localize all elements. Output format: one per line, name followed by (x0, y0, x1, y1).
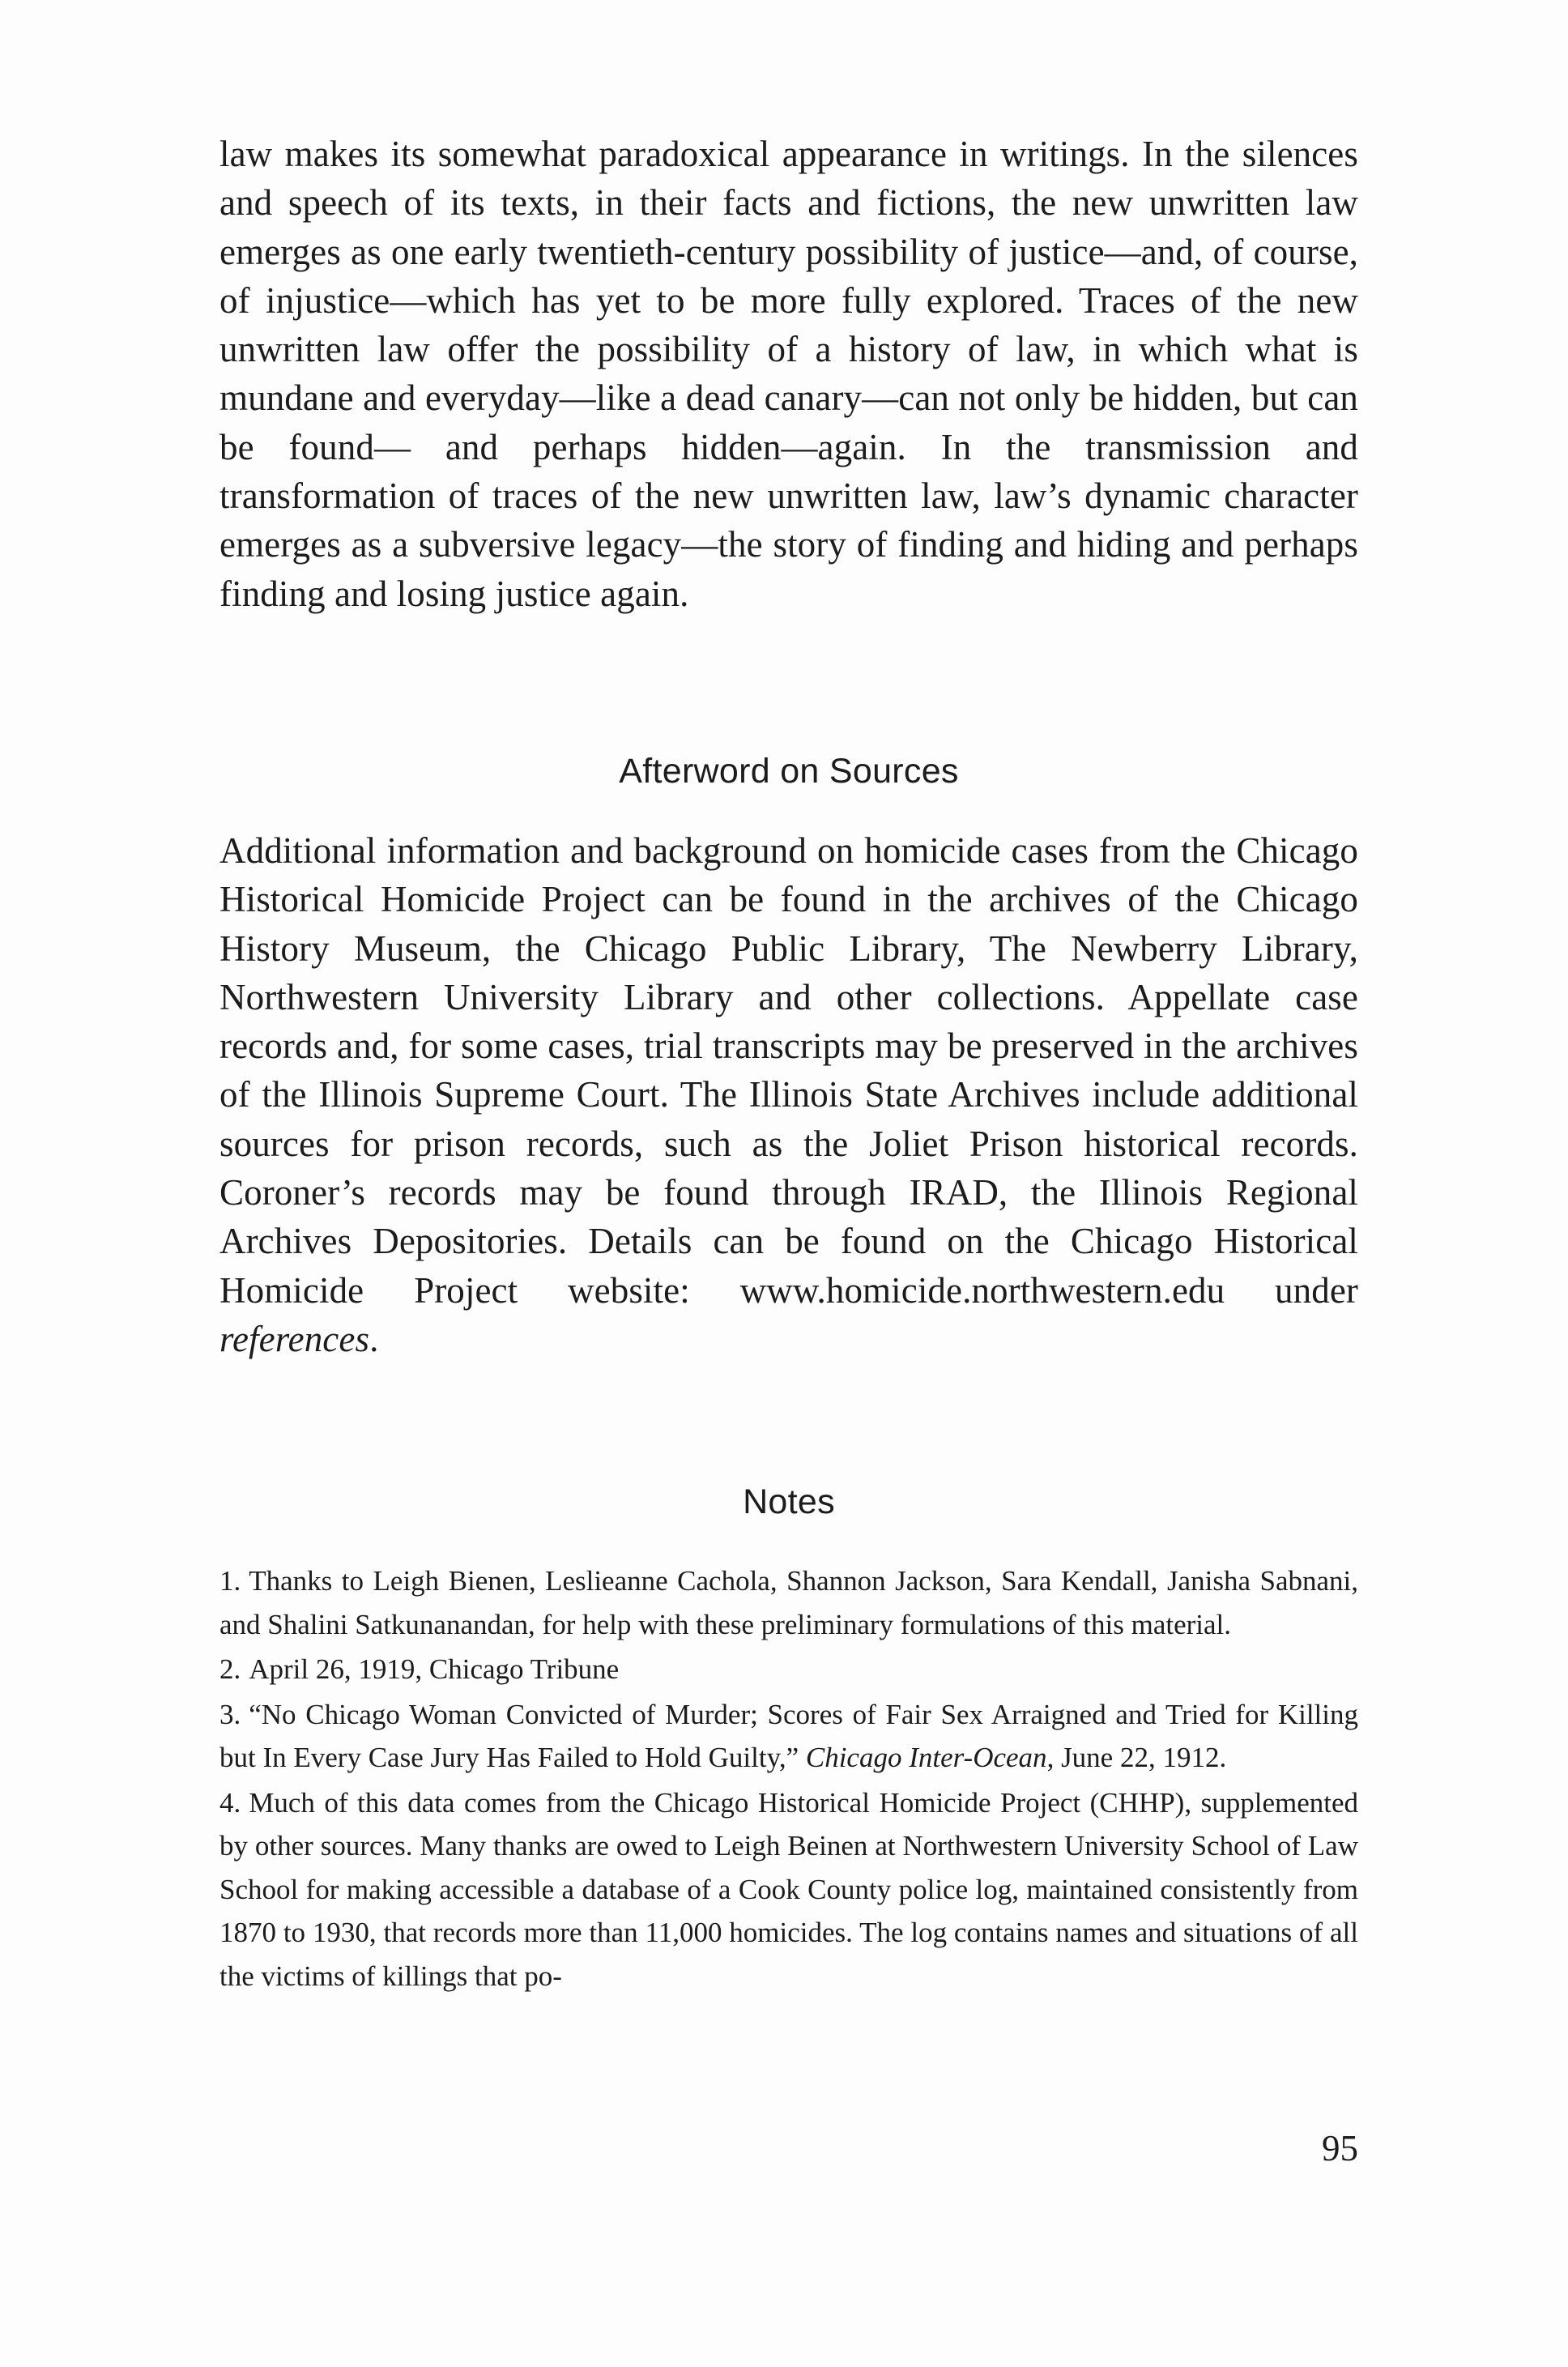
note-text: April 26, 1919, Chicago Tribune (249, 1653, 620, 1685)
note-number: 3. (219, 1698, 241, 1730)
note-item (219, 1559, 1358, 1646)
page-number: 95 (1322, 2128, 1358, 2169)
note-number: 1. (219, 1565, 241, 1597)
note-text: Thanks to Leigh Bienen, Leslieanne Cachola, Shannon Jackson, Sara Kendall, Janisha Sabnani, and Shalini Satkunanandan, for help with these preliminary formulations of this material. (219, 1565, 1358, 1640)
note-source-italic: Chicago Inter-Ocean (805, 1742, 1047, 1773)
note-number: 2. (219, 1653, 241, 1685)
afterword-heading: Afterword on Sources (619, 752, 959, 791)
note-text-after: , June 22, 1912. (1046, 1742, 1227, 1773)
note-item (219, 1781, 1358, 1998)
note-item (219, 1693, 1358, 1780)
afterword-paragraph (219, 826, 1358, 1363)
note-text (219, 1699, 1358, 1774)
notes-heading: Notes (743, 1482, 835, 1521)
note-number: 4. (219, 1786, 241, 1819)
afterword-text-end: . (369, 1318, 379, 1359)
body-paragraph: law makes its somewhat paradoxical appearance in writings. In the silences and speech of its texts, in their facts and fictions, the new unwritten law emerges as one early twentieth-century possibility of justice—and, of course, of injustice—which has yet to be more fully explored. Traces of the new unwritten law offer the possibility of a history of law, in which what is mundane and everyday—like a dead canary—can not only be hidden, but can be found— and perhaps hidden—again. In the transmission and transformation of traces of the new unwritten law, law’s dynamic character emerges as a subversive legacy—the story of finding and hiding and perhaps finding and losing justice again. (219, 134, 1358, 614)
notes-list (219, 1559, 1358, 1999)
note-text-before: “No Chicago Woman Convicted of Murder; Scores of Fair Sex Arraigned and Tried for Killing but In Every Case Jury Has Failed to Hold Guilty,” (219, 1698, 1358, 1773)
afterword-references-italic: references (219, 1318, 370, 1359)
note-text: Much of this data comes from the Chicago Historical Homicide Project (CHHP), supplemented by other sources. Many thanks are owed to Leigh Beinen at Northwestern University School of Law School for making accessible a database of a Cook County police log, maintained consistently from 1870 to 1930, that records more than 11,000 homicides. The log contains names and situations of all the victims of killings that po- (219, 1786, 1358, 1992)
afterword-text: Additional information and background on homicide cases from the Chicago Historical Homicide Project can be found in the archives of the Chicago History Museum, the Chicago Public Library, The Newberry Library, Northwestern University Library and other collections. Appellate case records and, for some cases, trial transcripts may be preserved in the archives of the Illinois Supreme Court. The Illinois State Archives include additional sources for prison records, such as the Joliet Prison historical records. Coroner’s records may be found through IRAD, the Illinois Regional Archives Depositories. Details can be found on the Chicago Historical Homicide Project website: www.homicide.northwestern.edu under (219, 830, 1358, 1311)
note-item (219, 1648, 1358, 1691)
